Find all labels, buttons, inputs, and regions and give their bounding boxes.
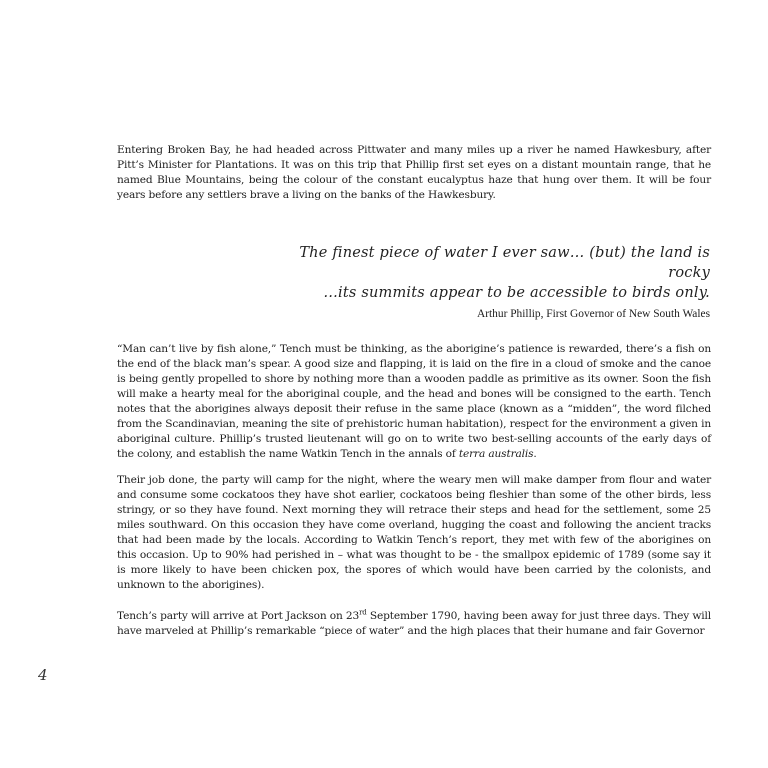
paragraph-fish-italic: terra australis (458, 448, 534, 460)
epigraph-quote (270, 243, 710, 322)
quote-attribution: Arthur Phillip, First Governor of New South Wales (477, 308, 710, 320)
paragraph-fish (117, 342, 711, 462)
quote-line-1: The finest piece of water I ever saw… (but) the land is rocky (299, 245, 710, 281)
paragraph-camp: Their job done, the party will camp for the night, where the weary men will make damper from flour and water and consume some cockatoos they have shot earlier, cockatoos being fleshier than some of the other birds, less stringy, or so they have found. Next morning they will retrace their steps and head for the settlement, some 25 miles southward. On this occasion they have come overland, hugging the coast and following the ancient tracks that had been made by the locals. According to Watkin Tench’s report, they met with few of the aborigines on this occasion. Up to 90% had perished in – what was thought to be - the smallpox epidemic of 1789 (some say it is more likely to have been chicken pox, the spores of which would have been carried by the colonists, and unknown to the aborigines). (117, 474, 711, 591)
ordinal-suffix: rd (359, 608, 367, 617)
paragraph-arrival-text-b: September 1790, having been away for just three days. They will have marveled at Phillip’s remarkable “piece of water” and the high places that their humane and fair Governor (117, 610, 711, 637)
page-number: 4 (38, 666, 48, 684)
paragraph-hawkesbury: Entering Broken Bay, he had headed across Pittwater and many miles up a river he named Hawkesbury, after Pitt’s Minister for Plantations. It was on this trip that Phillip first set eyes on a distant mountain range, that he named Blue Mountains, being the colour of the constant eucalyptus haze that hung over them. It will be four years before any settlers brave a living on the banks of the Hawkesbury. (117, 144, 711, 201)
quote-line-2: …its summits appear to be accessible to birds only. (323, 285, 710, 301)
paragraph-arrival-text-a: Tench’s party will arrive at Port Jackson on 23 (117, 610, 360, 622)
paragraph-fish-end: . (533, 448, 537, 460)
paragraph-arrival (117, 609, 711, 639)
paragraph-fish-text: “Man can’t live by fish alone,” Tench must be thinking, as the aborigine’s patience is rewarded, there’s a fish on the end of the black man’s spear. A good size and flapping, it is laid on the fire in a cloud of smoke and the canoe is being gently propelled to shore by nothing more than a wooden paddle as primitive as its owner. Soon the fish will make a hearty meal for the aboriginal couple, and the head and bones will be consigned to the earth. Tench notes that the aborigines always deposit their refuse in the same place (known as a “midden”, the word filched from the Scandinavian, meaning the site of prehistoric human habitation), respect for the environment a given in aboriginal culture. Phillip’s trusted lieutenant will go on to write two best-selling accounts of the early days of the colony, and establish the name Watkin Tench in the annals of (117, 343, 711, 460)
